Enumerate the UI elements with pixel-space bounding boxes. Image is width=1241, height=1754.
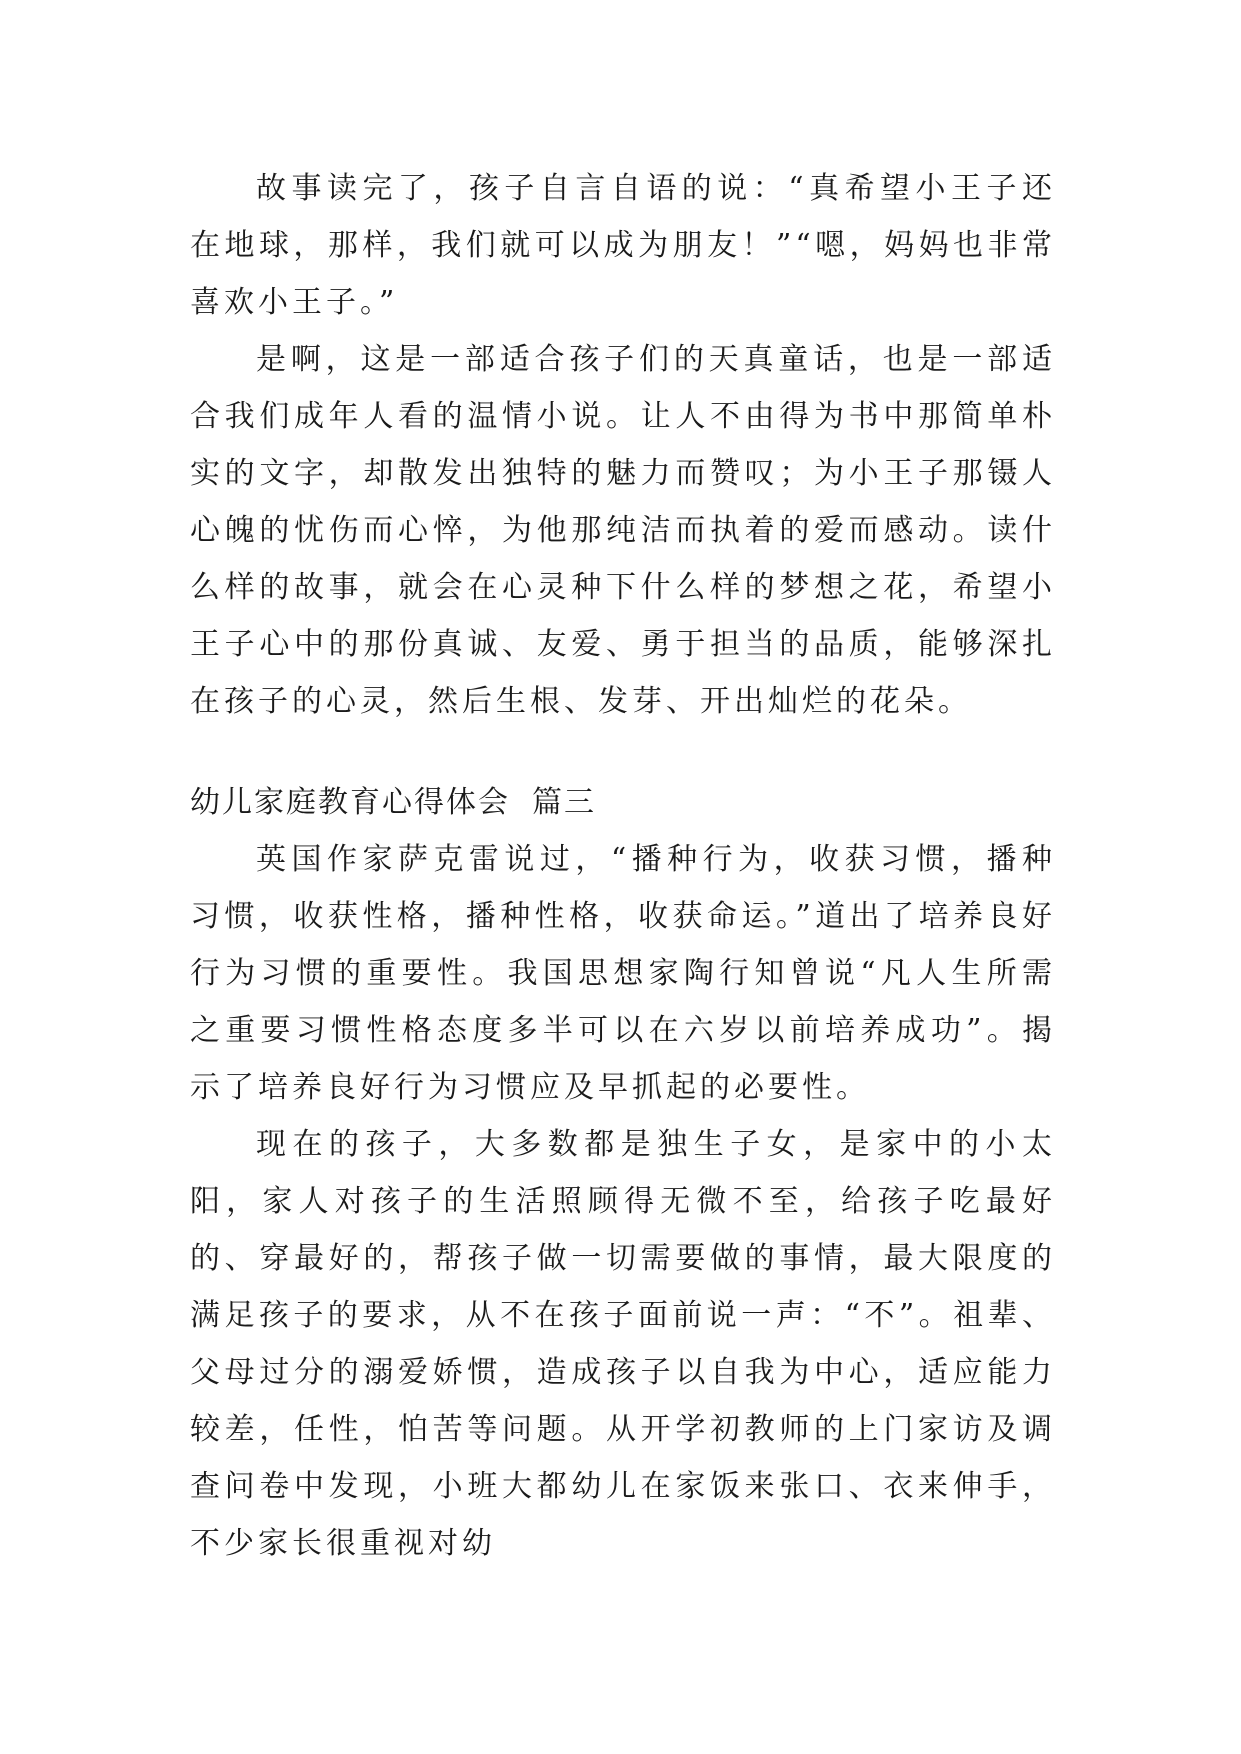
section-title: 幼儿家庭教育心得体会	[190, 785, 510, 820]
section-heading	[190, 774, 1056, 831]
paragraph-fairy-tale-reflection: 是啊，这是一部适合孩子们的天真童话，也是一部适合我们成年人看的温情小说。让人不由得为书中那简单朴实的文字，却散发出独特的魅力而赞叹；为小王子那镊人心魄的忧伤而心悴，为他那纯洁而执着的爱而感动。读什么样的故事，就会在心灵种下什么样的梦想之花，希望小王子心中的那份真诚、友爱、勇于担当的品质，能够深扎在孩子的心灵，然后生根、发芽、开出灿烂的花朵。	[190, 342, 1056, 719]
paragraph-thackeray-quote: 英国作家萨克雷说过，“播种行为，收获习惯，播种习惯，收获性格，播种性格，收获命运。”道出了培养良好行为习惯的重要性。我国思想家陶行知曾说“凡人生所需之重要习惯性格态度多半可以在六岁以前培养成功”。揭示了培养良好行为习惯应及早抓起的必要性。	[190, 842, 1056, 1105]
paragraph-story-finished: 故事读完了，孩子自言自语的说：“真希望小王子还在地球，那样，我们就可以成为朋友！”“嗯，妈妈也非常喜欢小王子。”	[190, 171, 1056, 320]
paragraph-only-children: 现在的孩子，大多数都是独生子女，是家中的小太阳，家人对孩子的生活照顾得无微不至，给孩子吃最好的、穿最好的，帮孩子做一切需要做的事情，最大限度的满足孩子的要求，从不在孩子面前说一声：“不”。祖辈、父母过分的溺爱娇惯，造成孩子以自我为中心，适应能力较差，任性，怕苦等问题。从开学初教师的上门家访及调查问卷中发现，小班大都幼儿在家饭来张口、衣来伸手，不少家长很重视对幼	[190, 1127, 1056, 1561]
section-label: 篇三	[532, 785, 596, 820]
document-body	[190, 160, 1056, 1572]
